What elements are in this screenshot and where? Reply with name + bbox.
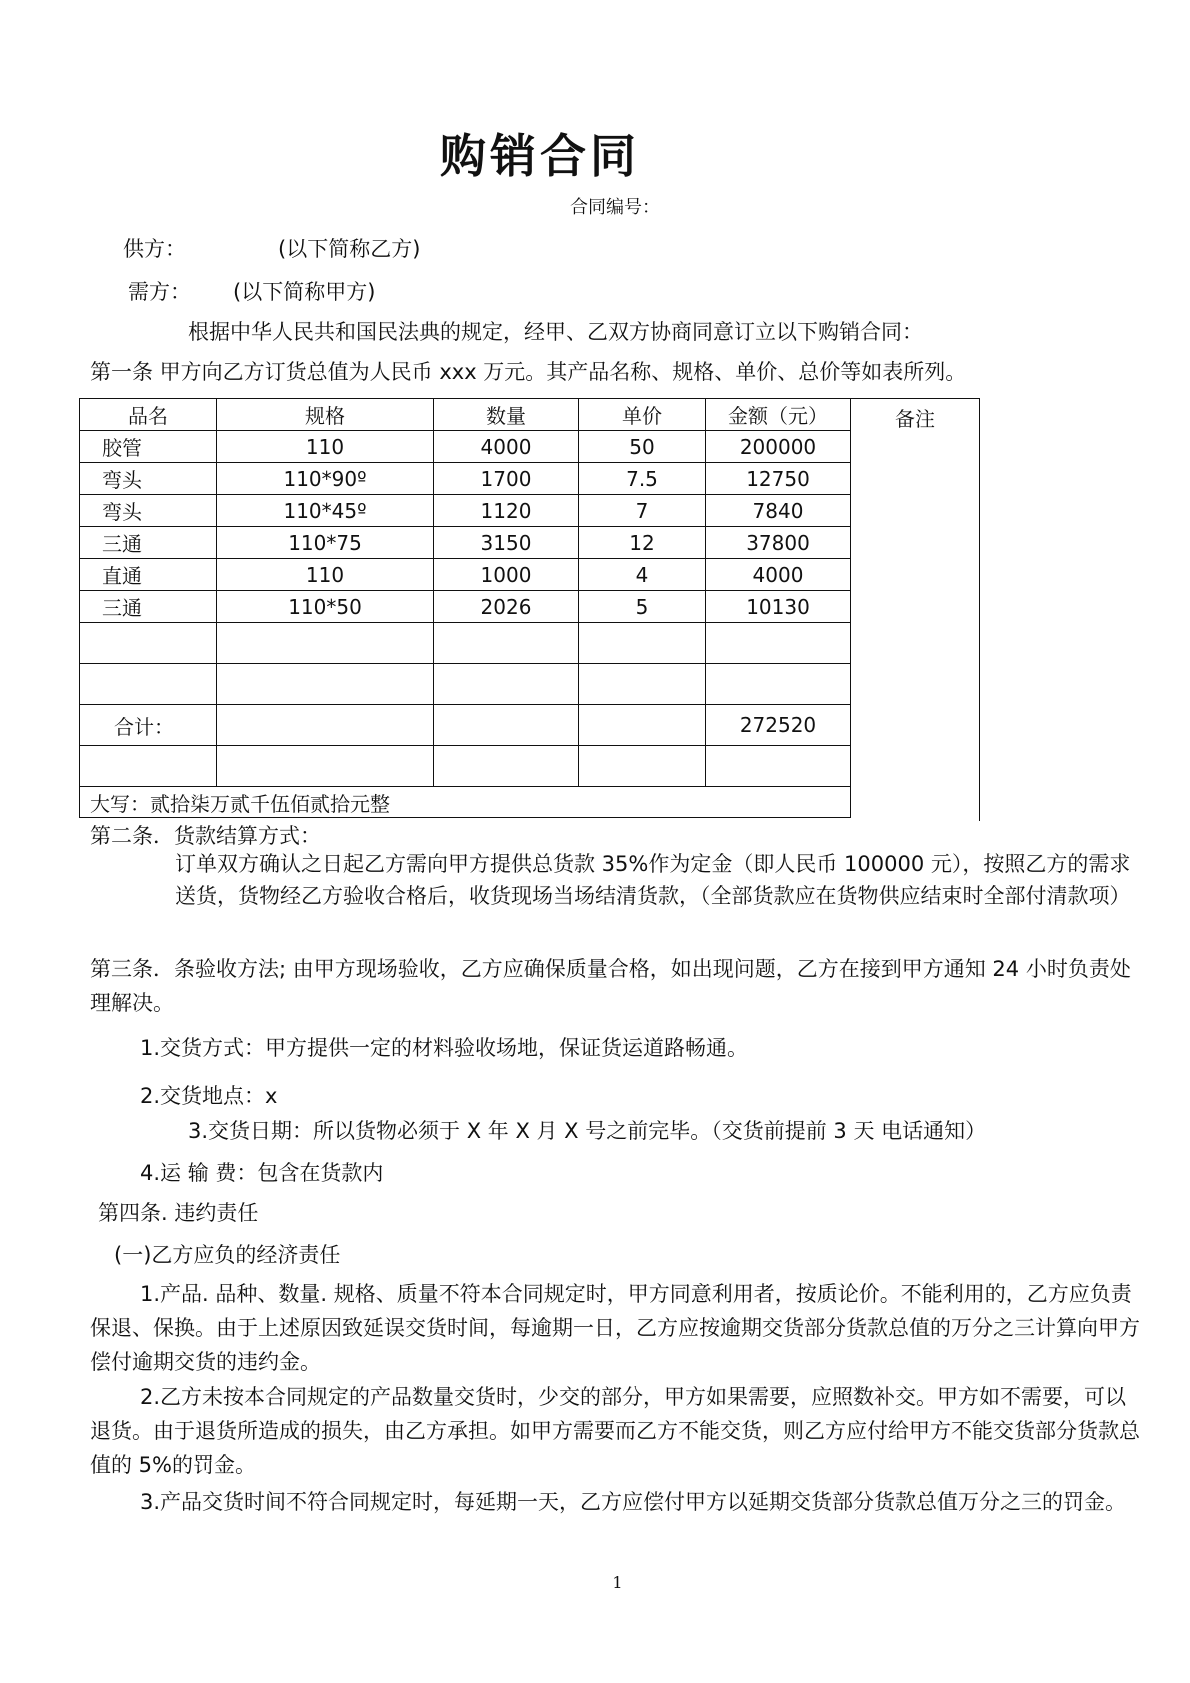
article-1: 第一条 甲方向乙方订货总值为人民币 xxx 万元。其产品名称、规格、单价、总价等如表所列。	[90, 360, 967, 384]
cell-quantity: 1700	[434, 463, 579, 495]
cell-unit-price: 50	[579, 431, 706, 463]
cell-amount: 12750	[706, 463, 851, 495]
header-amount: 金额（元）	[706, 399, 851, 431]
amount-in-words: 大写：贰拾柒万贰千伍佰贰拾元整	[80, 787, 851, 818]
buyer-label: 需方：	[128, 280, 191, 304]
amount-in-words-row	[80, 787, 851, 818]
total-row	[80, 705, 851, 746]
supplier-alias: (以下简称乙方)	[278, 237, 421, 261]
empty-row	[80, 664, 851, 705]
remark-header: 备注	[895, 407, 935, 431]
delivery-date: 3.交货日期：所以货物必须于 X 年 X 月 X 号之前完毕。（交货前提前 3 天 电话通知）	[188, 1119, 987, 1143]
header-quantity: 数量	[434, 399, 579, 431]
article-3: 第三条．条验收方法; 由甲方现场验收，乙方应确保质量合格，如出现问题，乙方在接到甲方通知 24 小时负责处理解决。	[90, 957, 1131, 1015]
header-spec: 规格	[217, 399, 434, 431]
cell-unit-price: 5	[579, 591, 706, 623]
table-row	[80, 431, 851, 463]
cell-name: 直通	[80, 559, 217, 591]
transport-fee: 4.运 输 费：包含在货款内	[140, 1161, 384, 1185]
table-row	[80, 591, 851, 623]
cell-unit-price: 7	[579, 495, 706, 527]
cell-spec: 110*50	[217, 591, 434, 623]
supplier-label: 供方：	[123, 237, 186, 261]
delivery-location: 2.交货地点：x	[140, 1084, 278, 1108]
liability-item-1: 1.产品. 品种、数量. 规格、质量不符本合同规定时，甲方同意利用者，按质论价。不能利用的，乙方应负责保退、保换。由于上述原因致延误交货时间，每逾期一日，乙方应按逾期交货部分货款总值的万分之三计算向甲方偿付逾期交货的违约金。	[90, 1282, 1140, 1374]
cell-quantity: 1000	[434, 559, 579, 591]
cell-quantity: 4000	[434, 431, 579, 463]
buyer-alias: (以下简称甲方)	[233, 280, 376, 304]
cell-spec: 110	[217, 559, 434, 591]
article-2-title: 第二条．货款结算方式：	[90, 824, 321, 848]
article-2-body: 订单双方确认之日起乙方需向甲方提供总货款 35%作为定金（即人民币 100000 元），按照乙方的需求送货，货物经乙方验收合格后，收货现场当场结清货款，（全部货款应在货物供应结束时全部付清款项）	[175, 852, 1131, 908]
cell-name: 弯头	[80, 495, 217, 527]
cell-name: 弯头	[80, 463, 217, 495]
cell-name: 三通	[80, 527, 217, 559]
total-label: 合计：	[80, 705, 217, 746]
empty-row	[80, 623, 851, 664]
cell-spec: 110	[217, 431, 434, 463]
cell-spec: 110*90º	[217, 463, 434, 495]
header-name: 品名	[80, 399, 217, 431]
liability-item-3: 3.产品交货时间不符合同规定时，每延期一天，乙方应偿付甲方以延期交货部分货款总值万分之三的罚金。	[140, 1490, 1127, 1514]
table-row	[80, 559, 851, 591]
goods-table	[79, 398, 851, 818]
empty-row	[80, 746, 851, 787]
document-title: 购销合同	[440, 129, 640, 183]
table-header-row	[80, 399, 851, 431]
cell-amount: 4000	[706, 559, 851, 591]
cell-amount: 200000	[706, 431, 851, 463]
table-row	[80, 527, 851, 559]
page-number: 1	[612, 1573, 623, 1592]
cell-spec: 110*75	[217, 527, 434, 559]
liability-item-2: 2.乙方未按本合同规定的产品数量交货时，少交的部分，甲方如果需要，应照数补交。甲方如不需要，可以退货。由于退货所造成的损失，由乙方承担。如甲方需要而乙方不能交货，则乙方应付给甲方不能交货部分货款总值的 5%的罚金。	[90, 1385, 1140, 1477]
remark-column	[851, 398, 980, 821]
delivery-method: 1.交货方式：甲方提供一定的材料验收场地，保证货运道路畅通。	[140, 1036, 749, 1060]
cell-name: 胶管	[80, 431, 217, 463]
cell-quantity: 1120	[434, 495, 579, 527]
cell-amount: 10130	[706, 591, 851, 623]
cell-amount: 37800	[706, 527, 851, 559]
cell-unit-price: 4	[579, 559, 706, 591]
liability-title: (一)乙方应负的经济责任	[114, 1243, 341, 1267]
contract-number-label: 合同编号：	[570, 197, 660, 218]
header-unit-price: 单价	[579, 399, 706, 431]
intro-text: 根据中华人民共和国民法典的规定，经甲、乙双方协商同意订立以下购销合同：	[188, 320, 923, 344]
article-4-title: 第四条. 违约责任	[98, 1201, 259, 1225]
cell-name: 三通	[80, 591, 217, 623]
cell-spec: 110*45º	[217, 495, 434, 527]
cell-quantity: 3150	[434, 527, 579, 559]
cell-amount: 7840	[706, 495, 851, 527]
cell-unit-price: 12	[579, 527, 706, 559]
table-row	[80, 495, 851, 527]
total-value: 272520	[706, 705, 851, 746]
table-row	[80, 463, 851, 495]
cell-quantity: 2026	[434, 591, 579, 623]
cell-unit-price: 7.5	[579, 463, 706, 495]
